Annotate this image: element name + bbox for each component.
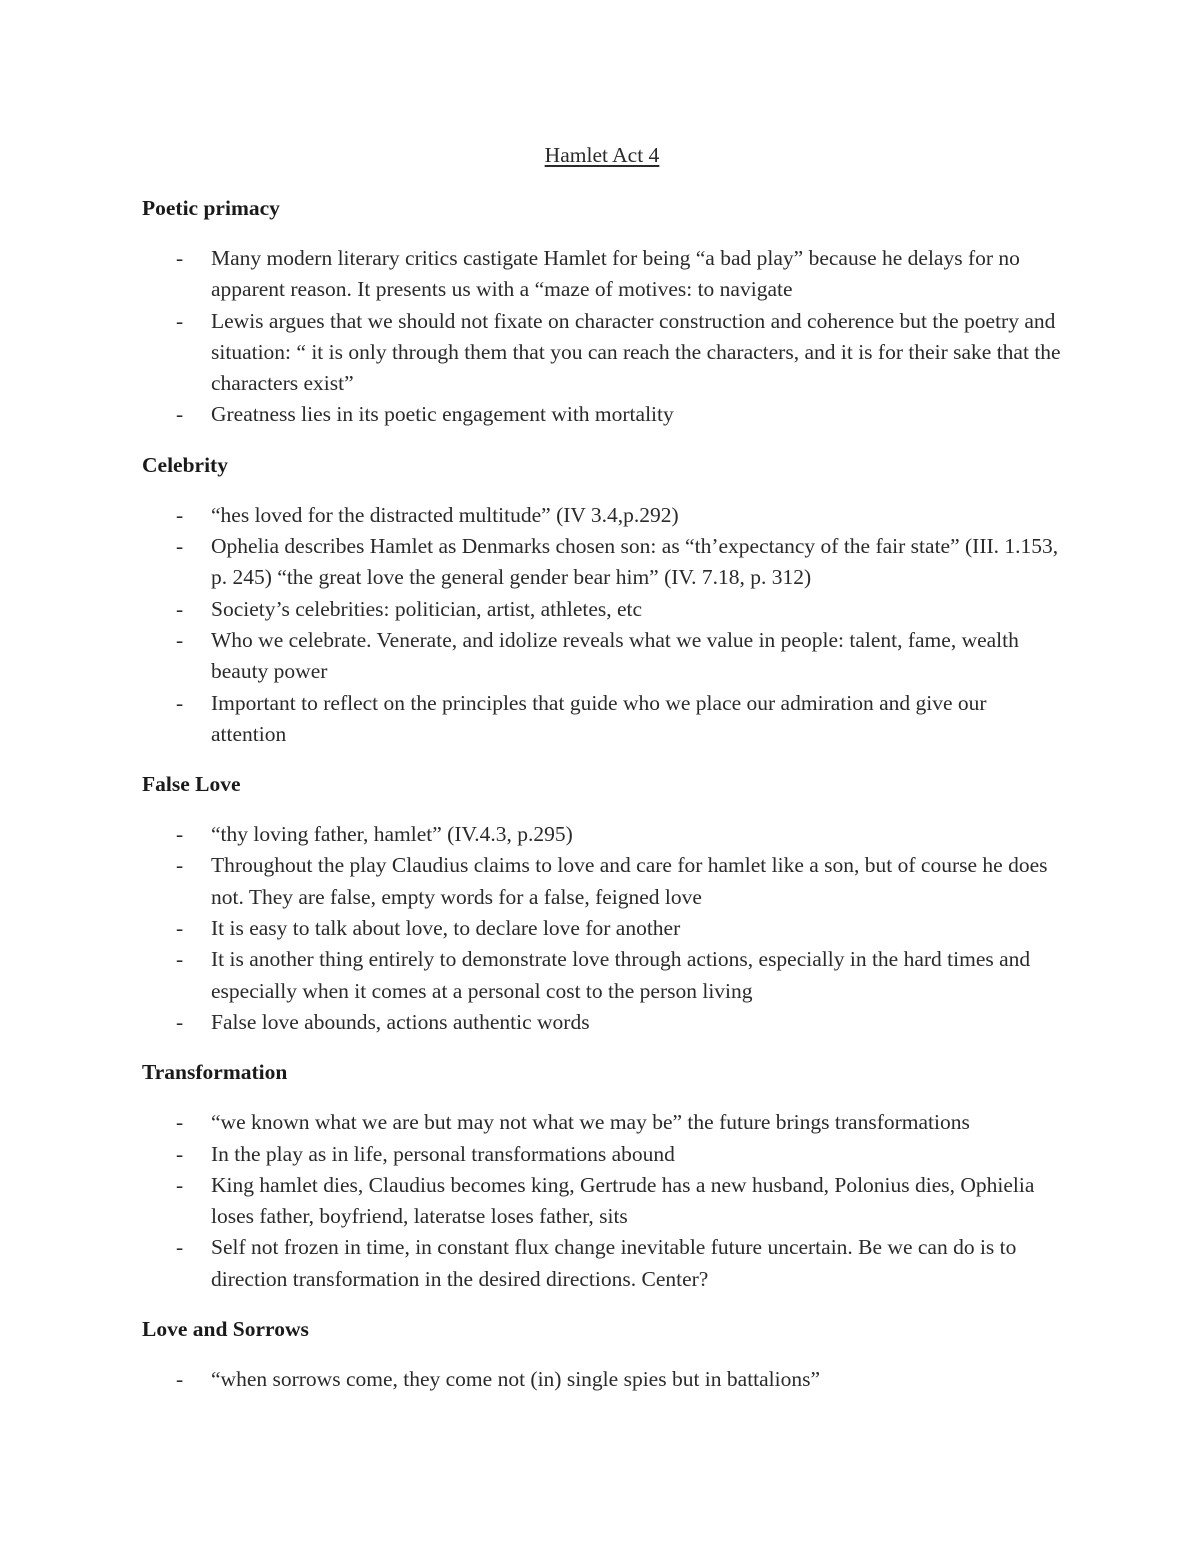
- bullet-list: [142, 500, 1062, 750]
- bullet-marker: -: [176, 1009, 184, 1034]
- list-item: [142, 688, 1062, 751]
- bullet-list: [142, 1364, 1062, 1395]
- bullet-text: “hes loved for the distracted multitude” (IV 3.4,p.292): [211, 502, 679, 527]
- list-item: [142, 500, 1062, 531]
- list-item: [142, 1170, 1062, 1233]
- bullet-text: “thy loving father, hamlet” (IV.4.3, p.295): [211, 822, 573, 847]
- bullet-text: Many modern literary critics castigate Hamlet for being “a bad play” because he delays for no apparent reason. It presents us with a “maze of motives: to navigate: [211, 246, 1020, 302]
- section-heading: Celebrity: [142, 452, 228, 477]
- bullet-text: In the play as in life, personal transformations abound: [211, 1141, 675, 1166]
- bullet-text: Self not frozen in time, in constant flux change inevitable future uncertain. Be we can do is to direction transformation in the desired directions. Center?: [211, 1235, 1017, 1291]
- list-item: [142, 944, 1062, 1007]
- bullet-list: [142, 1107, 1062, 1295]
- bullet-marker: -: [176, 596, 184, 621]
- bullet-text: Society’s celebrities: politician, artist, athletes, etc: [211, 596, 643, 621]
- bullet-marker: -: [176, 246, 184, 270]
- list-item: [142, 1007, 1062, 1038]
- bullet-text: It is easy to talk about love, to declare love for another: [211, 916, 681, 941]
- bullet-marker: -: [176, 534, 184, 559]
- bullet-text: Ophelia describes Hamlet as Denmarks chosen son: as “th’expectancy of the fair state” (III. 1.153, p. 245) “the great love the general gender bear him” (IV. 7.18, p. 312): [211, 534, 1059, 590]
- list-item: [142, 306, 1062, 400]
- list-item: [142, 399, 1062, 430]
- bullet-marker: -: [176, 1141, 184, 1166]
- bullet-text: Greatness lies in its poetic engagement with mortality: [211, 402, 674, 427]
- document-page: [142, 140, 1062, 1414]
- list-item: [142, 850, 1062, 913]
- bullet-text: It is another thing entirely to demonstrate love through actions, especially in the hard times and especially when it comes at a personal cost to the person living: [211, 947, 1031, 1003]
- bullet-text: “we known what we are but may not what we may be” the future brings transformations: [211, 1110, 970, 1135]
- bullet-text: Throughout the play Claudius claims to love and care for hamlet like a son, but of course he does not. They are false, empty words for a false, feigned love: [211, 853, 1048, 909]
- list-item: [142, 243, 1062, 306]
- section-heading: Poetic primacy: [142, 196, 280, 220]
- bullet-marker: -: [176, 627, 184, 652]
- list-item: [142, 625, 1062, 688]
- list-item: [142, 1107, 1062, 1138]
- bullet-marker: -: [176, 1235, 184, 1260]
- bullet-list: [142, 819, 1062, 1038]
- page-title: Hamlet Act 4: [544, 143, 660, 167]
- bullet-text: False love abounds, actions authentic words: [211, 1009, 590, 1034]
- list-item: [142, 531, 1062, 594]
- bullet-text: King hamlet dies, Claudius becomes king, Gertrude has a new husband, Polonius dies, Ophielia loses father, boyfriend, lateratse loses father, sits: [211, 1172, 1035, 1229]
- bullet-text: Important to reflect on the principles that guide who we place our admiration and give our attention: [211, 690, 987, 746]
- bullet-text: “when sorrows come, they come not (in) single spies but in battalions”: [211, 1367, 821, 1392]
- bullet-list: [142, 243, 1062, 431]
- bullet-marker: -: [176, 308, 184, 333]
- bullet-marker: -: [176, 690, 184, 715]
- list-item: [142, 1364, 1062, 1395]
- list-item: [142, 1232, 1062, 1295]
- list-item: [142, 819, 1062, 850]
- bullet-text: Who we celebrate. Venerate, and idolize reveals what we value in people: talent, fame, wealth beauty power: [211, 627, 1019, 684]
- section-heading: Transformation: [142, 1060, 288, 1085]
- bullet-marker: -: [176, 947, 184, 972]
- bullet-marker: -: [176, 1172, 184, 1197]
- list-item: [142, 913, 1062, 944]
- bullet-marker: -: [176, 853, 184, 878]
- bullet-marker: -: [176, 822, 184, 847]
- section-heading: False Love: [142, 772, 241, 797]
- document-body: [142, 193, 1062, 1395]
- section-heading: Love and Sorrows: [142, 1317, 309, 1342]
- list-item: [142, 1139, 1062, 1170]
- list-item: [142, 594, 1062, 625]
- bullet-marker: -: [176, 502, 184, 527]
- bullet-marker: -: [176, 1110, 184, 1135]
- bullet-text: Lewis argues that we should not fixate on character construction and coherence but the poetry and situation: “ it is only through them that you can reach the characters, and it is for their sake that the characters exist”: [211, 308, 1061, 396]
- bullet-marker: -: [176, 402, 184, 427]
- bullet-marker: -: [176, 916, 184, 941]
- bullet-marker: -: [176, 1367, 184, 1392]
